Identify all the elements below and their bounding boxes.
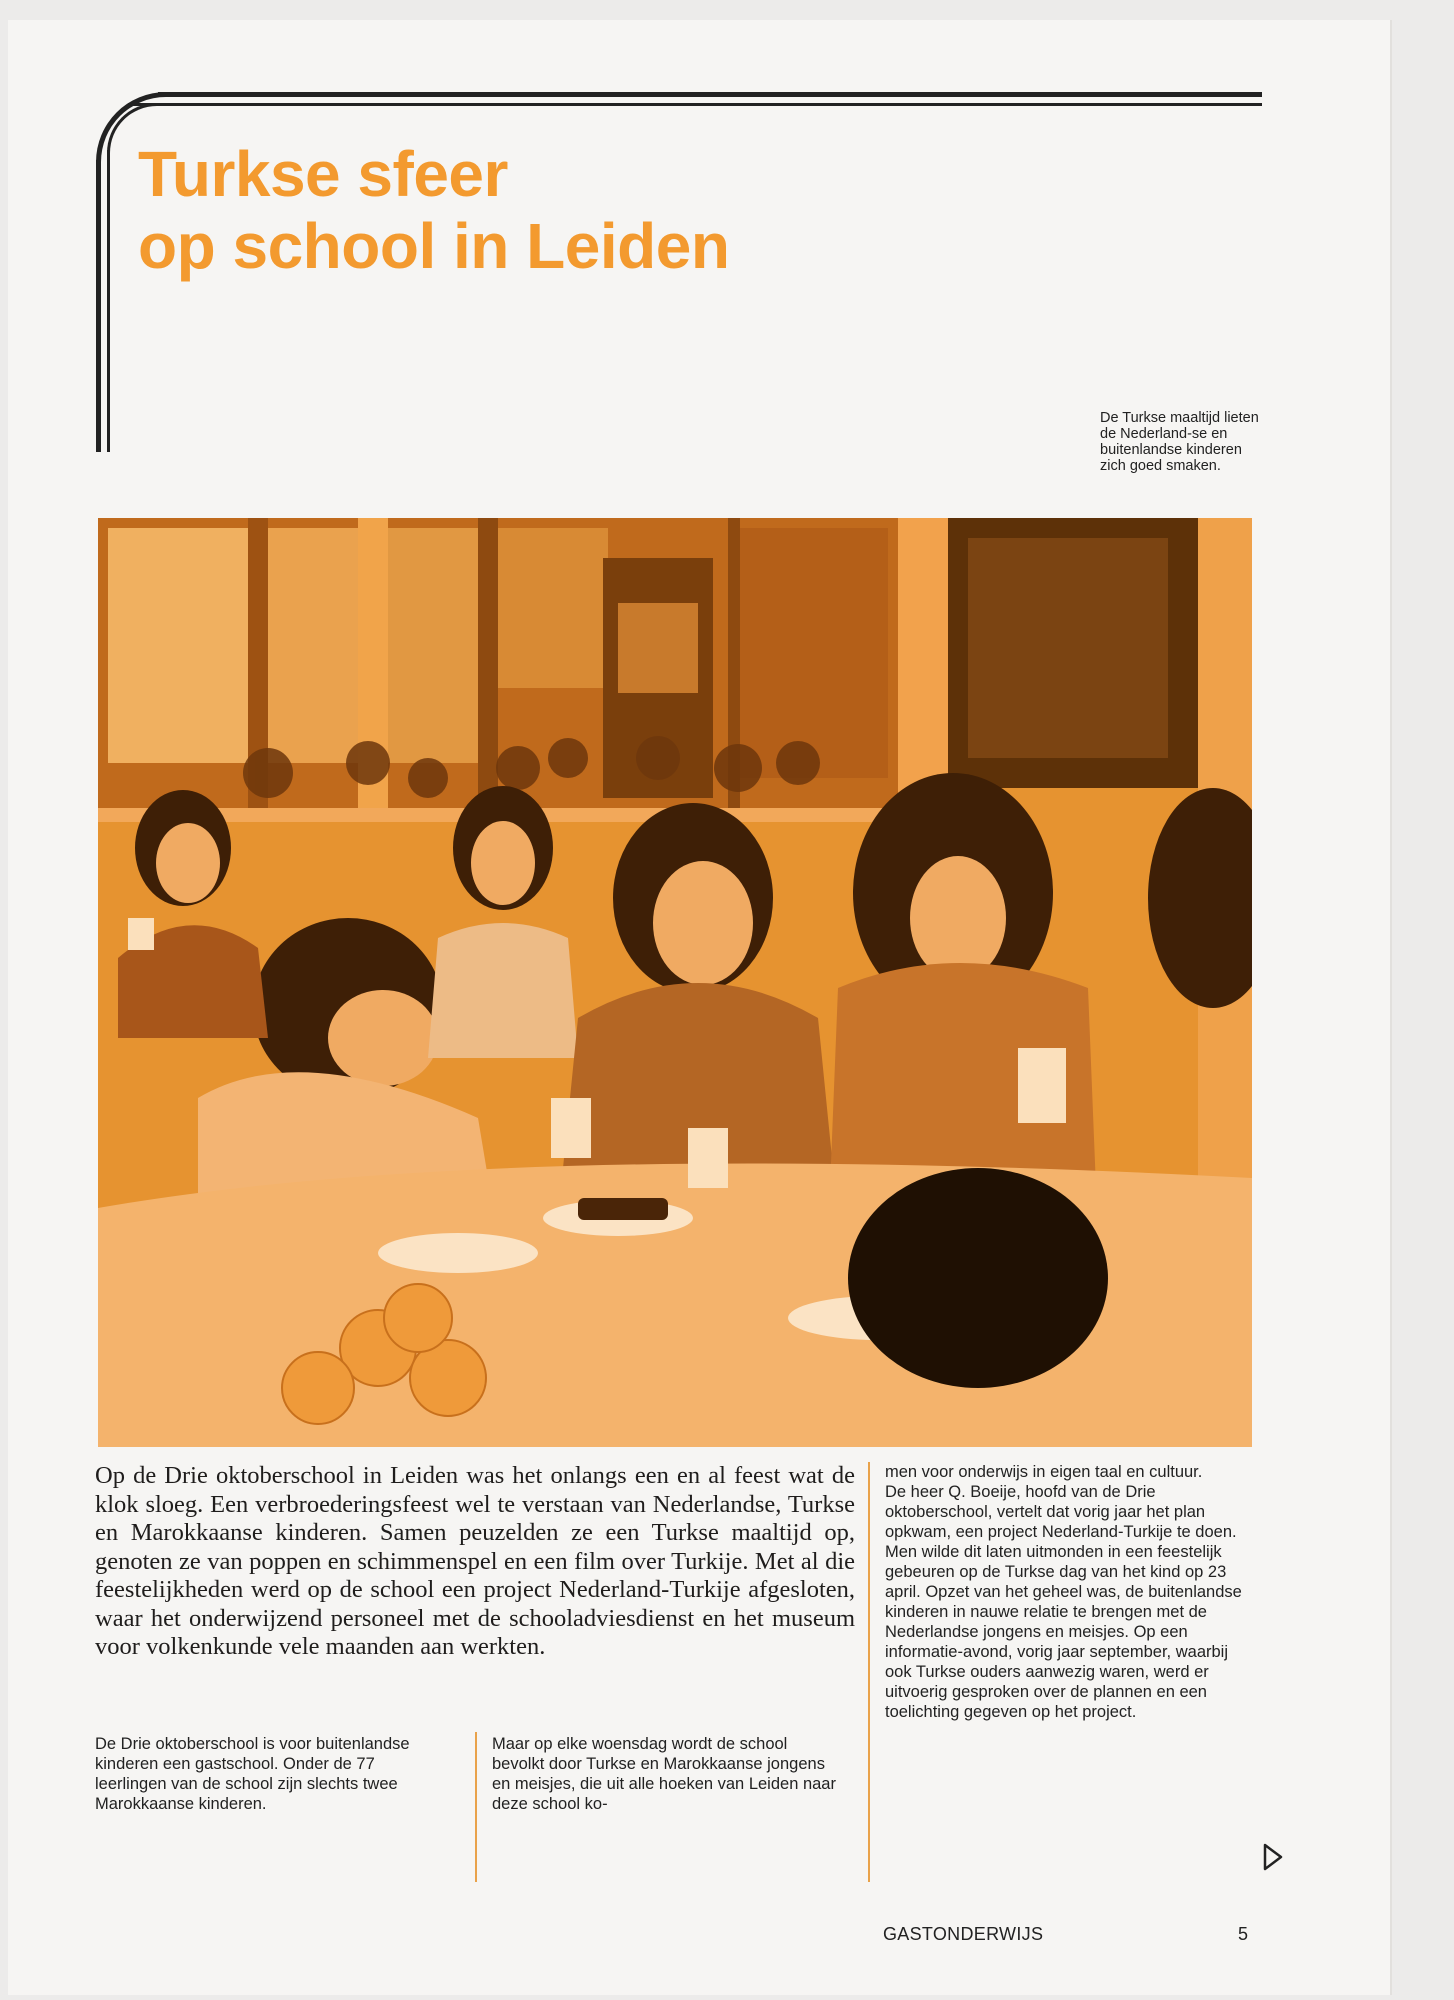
photo-caption: De Turkse maaltijd lieten de Nederland-se en buitenlandse kinderen zich goed smaken. — [1100, 410, 1259, 474]
article-column-3-part-a: men voor onderwijs in eigen taal en cultuur. — [885, 1463, 1203, 1481]
article-lead: Op de Drie oktoberschool in Leiden was het onlangs een en al feest wat de klok sloeg. Een verbroederingsfeest wel te verstaan van Nederlandse, Turkse en Marokkaanse kinderen. Samen peuzelden ze een Turkse maaltijd op, genoten ze van poppen en schimmenspel en een film over Turkije. Met al die feestelijkheden werd op de school een project Nederland-Turkije afgesloten, waar het onderwijzend personeel met de schooladviesdienst en het museum voor volkenkunde vele maanden aan werkten. — [95, 1462, 855, 1660]
triangle-right-icon — [1262, 1842, 1284, 1872]
frame-rule-top-inner — [128, 103, 1262, 106]
publication-name: GASTONDERWIJS — [883, 1924, 1044, 1944]
article-column-3 — [885, 1462, 1251, 1722]
column-divider-2 — [868, 1462, 870, 1882]
column-divider-1 — [475, 1732, 477, 1882]
page-number: 5 — [1238, 1924, 1249, 1944]
article-column-3-part-b: De heer Q. Boeije, hoofd van de Drie oktoberschool, vertelt dat vorig jaar het plan opkwam, een project Nederland-Turkije te doen. Men wilde dit laten uitmonden in een feestelijk gebeuren op de Turkse dag van het kind op 23 april. Opzet van het geheel was, de buitenlandse kinderen in nauwe relatie te brengen met de Nederlandse jongens en meisjes. Op een informatie-avond, vorig jaar september, waarbij ook Turkse ouders aanwezig waren, werd er uitvoerig gesproken over de plannen en een toelichting gegeven op het project. — [885, 1483, 1242, 1721]
photo-illustration — [98, 518, 1252, 1447]
frame-rule-left — [96, 160, 101, 452]
frame-rule-top — [158, 92, 1262, 97]
article-title — [138, 138, 729, 282]
article-column-1: De Drie oktoberschool is voor buitenlandse kinderen een gastschool. Onder de 77 leerlingen van de school zijn slechts twee Marokkaanse kinderen. — [95, 1735, 410, 1813]
frame-rule-left-inner — [107, 150, 110, 452]
title-line-2: op school in Leiden — [138, 210, 730, 282]
title-line-1: Turkse sfeer — [138, 138, 508, 210]
article-column-2: Maar op elke woensdag wordt de school bevolkt door Turkse en Marokkaanse jongens en meisjes, die uit alle hoeken van Leiden naar deze school ko- — [492, 1735, 836, 1813]
article-photo — [98, 518, 1252, 1447]
